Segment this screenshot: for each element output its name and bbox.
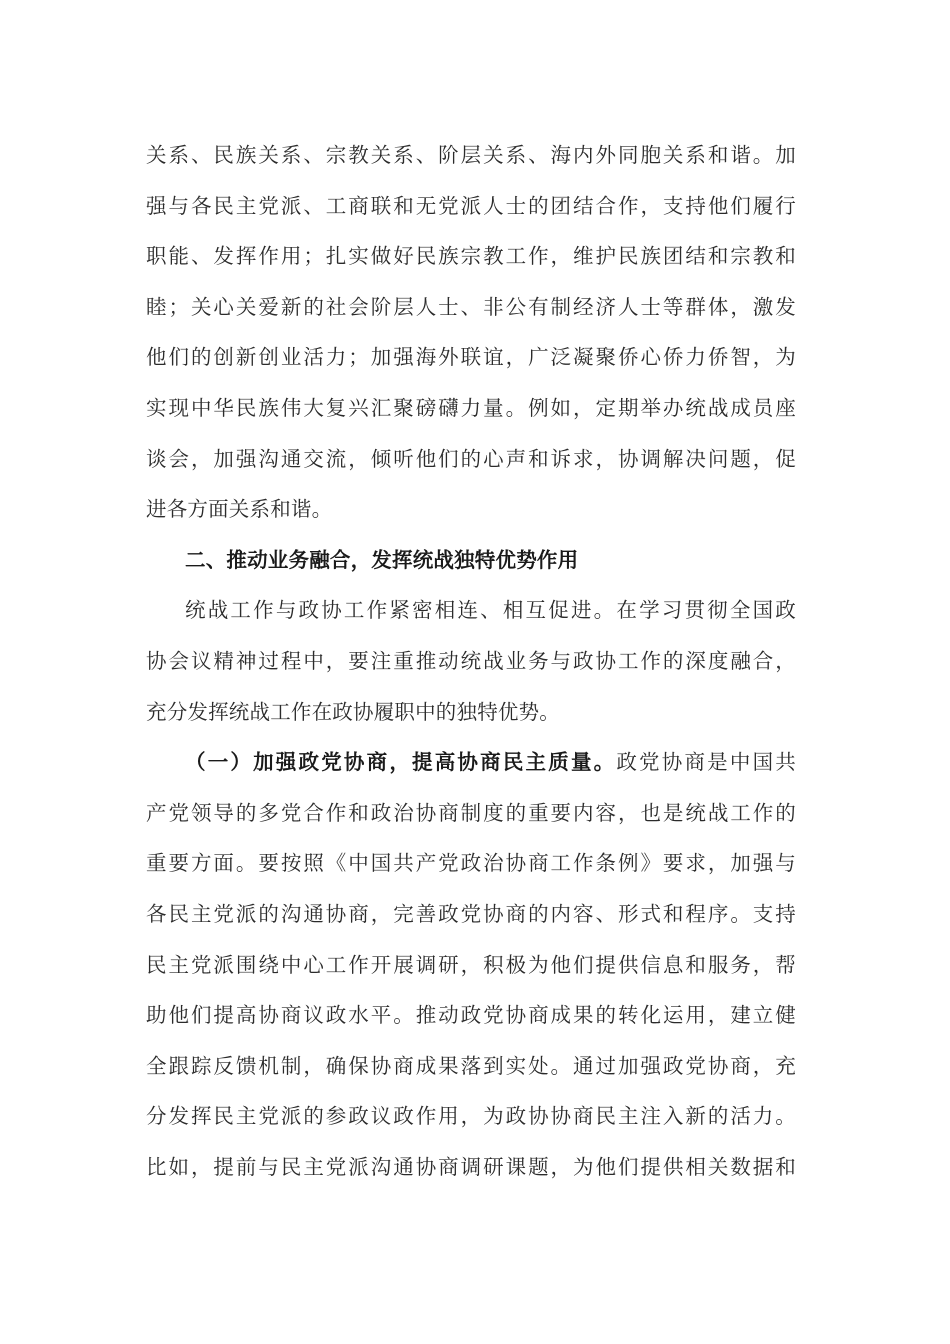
text-line: 民主党派围绕中心工作开展调研，积极为他们提供信息和服务，帮 [146,952,796,977]
text-line: 助他们提高协商议政水平。推动政党协商成果的转化运用，建立健 [146,1003,796,1028]
paragraph-integration [146,585,796,737]
text-line: 重要方面。要按照《中国共产党政治协商工作条例》要求，加强与 [146,851,796,876]
subsection-heading: （一）加强政党协商，提高协商民主质量。 [185,750,617,775]
section-heading: 二、推动业务融合，发挥统战独特优势作用 [185,547,579,572]
text-line: 协会议精神过程中，要注重推动统战业务与政协工作的深度融合， [146,648,796,673]
text-line: 强与各民主党派、工商联和无党派人士的团结合作，支持他们履行 [146,193,796,218]
text-line: 进各方面关系和谐。 [146,497,333,522]
text-line: 实现中华民族伟大复兴汇聚磅礴力量。例如，定期举办统战成员座 [146,395,796,420]
text-line: 充分发挥统战工作在政协履职中的独特优势。 [146,699,560,724]
text-line: 统战工作与政协工作紧密相连、相互促进。在学习贯彻全国政 [185,598,796,623]
text-line: 谈会，加强沟通交流，倾听他们的心声和诉求，协调解决问题，促 [146,446,796,471]
text-line: 各民主党派的沟通协商，完善政党协商的内容、形式和程序。支持 [146,901,796,926]
text-line: 比如，提前与民主党派沟通协商调研课题，为他们提供相关数据和 [146,1154,796,1179]
text-line: 职能、发挥作用；扎实做好民族宗教工作，维护民族团结和宗教和 [146,244,796,269]
text-line [146,737,796,788]
text-line: 关系、民族关系、宗教关系、阶层关系、海内外同胞关系和谐。加 [146,143,796,167]
paragraph-relations [146,130,796,535]
text-line: 他们的创新创业活力；加强海外联谊，广泛凝聚侨心侨力侨智，为 [146,345,796,370]
paragraph-party-consultation [146,737,796,1192]
text-line: 睦；关心关爱新的社会阶层人士、非公有制经济人士等群体，激发 [146,294,796,319]
text-line: 分发挥民主党派的参政议政作用，为政协协商民主注入新的活力。 [146,1104,796,1129]
text-line: 全跟踪反馈机制，确保协商成果落到实处。通过加强政党协商，充 [146,1053,796,1078]
text-line: 产党领导的多党合作和政治协商制度的重要内容，也是统战工作的 [146,800,796,825]
document-body [146,130,796,1192]
text-run: 政党协商是中国共 [616,750,796,775]
